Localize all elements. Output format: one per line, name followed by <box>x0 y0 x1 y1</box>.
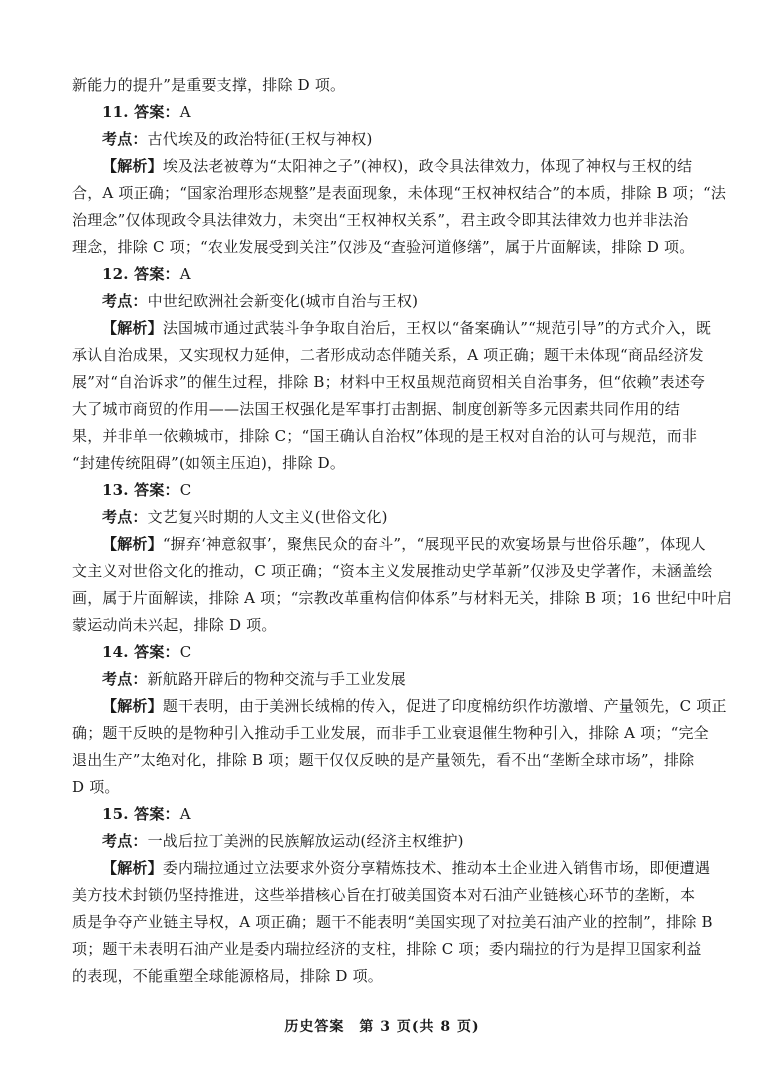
line-text: 新航路开辟后的物种交流与手工业发展 <box>147 670 407 688</box>
text-line <box>72 288 696 315</box>
line-text: 中世纪欧洲社会新变化(城市自治与王权) <box>147 292 419 310</box>
line-label: 14. 答案： <box>102 643 180 661</box>
text-line <box>72 396 696 423</box>
line-text: 合，A 项正确；“国家治理形态规整”是表面现象，未体现“王权神权结合”的本质，排除 B 项；“法 <box>72 184 727 202</box>
line-text: 文艺复兴时期的人文主义(世俗文化) <box>147 508 388 526</box>
text-line <box>72 207 696 234</box>
text-line <box>72 99 696 126</box>
line-text: “摒弃‘神意叙事’，聚焦民众的奋斗”，“展现平民的欢宴场景与世俗乐趣”，体现人 <box>162 535 706 553</box>
text-line <box>72 72 696 99</box>
line-label: 考点： <box>102 292 148 310</box>
text-line <box>72 315 712 342</box>
line-label: 考点： <box>102 130 148 148</box>
text-line <box>72 639 696 666</box>
line-text: 文主义对世俗文化的推动，C 项正确；“资本主义发展推动史学革新”仅涉及史学著作，未涵盖绘 <box>72 562 713 580</box>
text-line <box>72 423 696 450</box>
line-label: 【解析】 <box>102 535 163 553</box>
line-text: 题干表明，由于美洲长绒棉的传入，促进了印度棉纺织作坊激增、产量领先，C 项正 <box>162 697 727 715</box>
text-line <box>72 855 711 882</box>
line-text: 果，并非单一依赖城市，排除 C；“国王确认自治权”体现的是王权对自治的认可与规范，而非 <box>72 427 698 445</box>
text-line <box>72 504 696 531</box>
line-label: 【解析】 <box>102 157 163 175</box>
text-line <box>72 963 696 990</box>
line-text: 美方技术封锁仍坚持推进，这些举措核心旨在打破美国资本对石油产业链核心环节的垄断，本 <box>72 886 696 904</box>
text-line <box>72 342 704 369</box>
line-text: C <box>179 481 192 499</box>
text-line <box>72 720 709 747</box>
line-label: 考点： <box>102 508 148 526</box>
line-text: 确；题干反映的是物种引入推动手工业发展，而非手工业衰退催生物种引入，排除 A 项；“完全 <box>72 724 709 742</box>
text-line <box>72 477 696 504</box>
text-line <box>72 558 713 585</box>
line-label: 11. 答案： <box>102 103 180 121</box>
line-text: 古代埃及的政治特征(王权与神权) <box>147 130 373 148</box>
line-label: 【解析】 <box>102 697 163 715</box>
text-line <box>72 369 706 396</box>
text-line <box>72 612 696 639</box>
line-text: A <box>179 103 191 121</box>
line-text: 治理念”仅体现政令具法律效力，未突出“王权神权关系”，君主政令即其法律效力也并非法治 <box>72 211 689 229</box>
text-line <box>72 882 696 909</box>
text-line <box>72 153 696 180</box>
line-label: 【解析】 <box>102 319 163 337</box>
line-text: 一战后拉丁美洲的民族解放运动(经济主权维护) <box>147 832 464 850</box>
line-label: 【解析】 <box>102 859 163 877</box>
line-text: 的表现，不能重塑全球能源格局，排除 D 项。 <box>72 967 383 985</box>
line-text: 大了城市商贸的作用——法国王权强化是军事打击割据、制度创新等多元因素共同作用的结 <box>72 400 681 418</box>
text-line <box>72 585 732 612</box>
line-text: A <box>179 265 191 283</box>
line-text: C <box>179 643 192 661</box>
line-label: 考点： <box>102 832 148 850</box>
line-label: 12. 答案： <box>102 265 180 283</box>
line-text: 埃及法老被尊为“太阳神之子”(神权)，政令具法律效力，体现了神权与王权的结 <box>162 157 693 175</box>
line-text: “封建传统阻碍”(如领主压迫)，排除 D。 <box>72 454 346 472</box>
text-line <box>72 234 696 261</box>
line-text: 展”对“自治诉求”的催生过程，排除 B；材料中王权虽规范商贸相关自治事务，但“依赖”表述夸 <box>72 373 706 391</box>
text-line <box>72 909 713 936</box>
text-line <box>72 801 696 828</box>
line-text: 新能力的提升”是重要支撑，排除 D 项。 <box>72 76 346 94</box>
text-line <box>72 828 696 855</box>
text-line <box>72 693 727 720</box>
text-line <box>72 774 696 801</box>
line-label: 考点： <box>102 670 148 688</box>
line-text: 质是争夺产业链主导权，A 项正确；题干不能表明“美国实现了对拉美石油产业的控制”，排除 B <box>72 913 713 931</box>
text-line <box>72 450 696 477</box>
text-line <box>72 126 696 153</box>
line-text: 项；题干未表明石油产业是委内瑞拉经济的支柱，排除 C 项；委内瑞拉的行为是捍卫国家利益 <box>72 940 702 958</box>
line-label: 15. 答案： <box>102 805 180 823</box>
text-line <box>72 261 696 288</box>
line-text: 理念，排除 C 项；“农业发展受到关注”仅涉及“查验河道修缮”，属于片面解读，排除 D 项。 <box>72 238 695 256</box>
line-text: A <box>179 805 191 823</box>
line-text: 承认自治成果，又实现权力延伸，二者形成动态伴随关系，A 项正确；题干未体现“商品经济发 <box>72 346 704 364</box>
text-line <box>72 180 727 207</box>
text-line <box>72 531 706 558</box>
line-text: 蒙运动尚未兴起，排除 D 项。 <box>72 616 277 634</box>
text-line <box>72 666 696 693</box>
line-text: 退出生产”太绝对化，排除 B 项；题干仅仅反映的是产量领先，看不出“垄断全球市场”，排除 <box>72 751 695 769</box>
text-line <box>72 747 696 774</box>
line-text: 画，属于片面解读，排除 A 项；“宗教改革重构信仰体系”与材料无关，排除 B 项；16 世纪中叶启 <box>72 589 732 607</box>
answer-page-body <box>72 72 732 990</box>
line-text: 委内瑞拉通过立法要求外资分享精炼技术、推动本土企业进入销售市场，即便遭遇 <box>162 859 711 877</box>
line-label: 13. 答案： <box>102 481 180 499</box>
page-footer: 历史答案 第 3 页(共 8 页) <box>284 1019 480 1035</box>
text-line <box>72 936 702 963</box>
line-text: 法国城市通过武装斗争争取自治后，王权以“备案确认”“规范引导”的方式介入，既 <box>162 319 712 337</box>
line-text: D 项。 <box>72 778 120 796</box>
